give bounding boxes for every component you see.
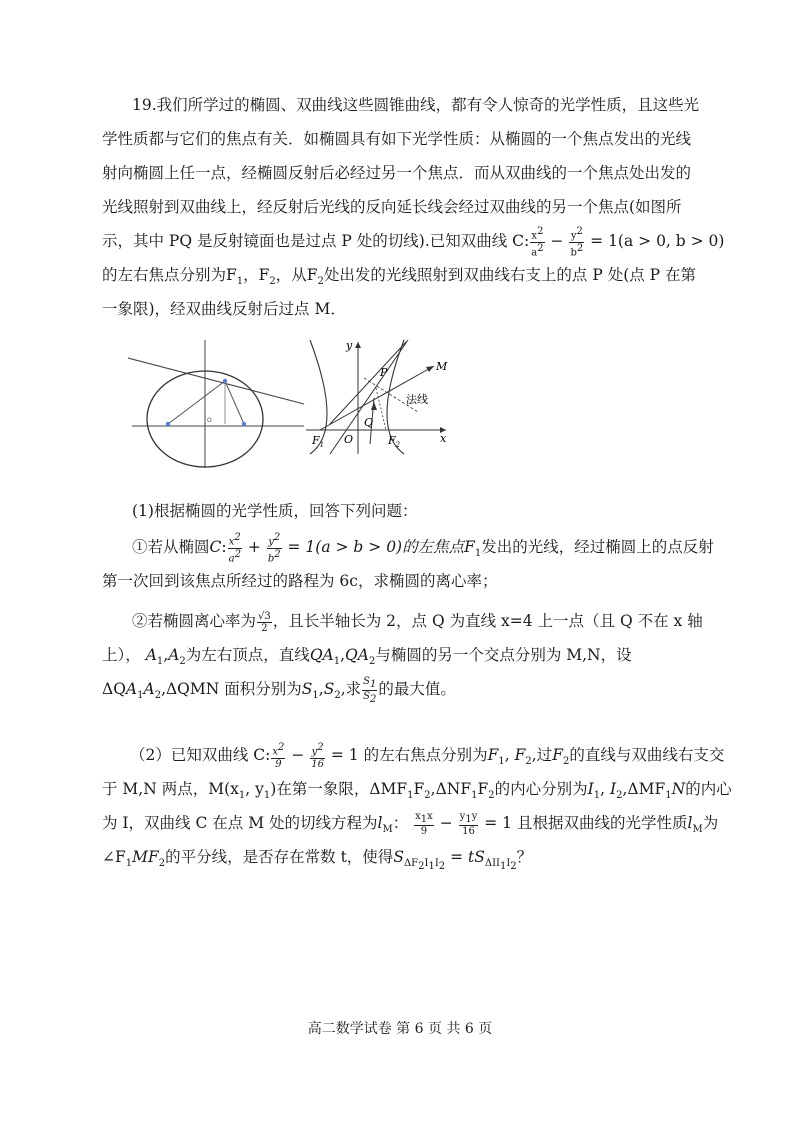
svg-text:法线: 法线 — [406, 393, 428, 406]
problem-19-intro — [102, 88, 725, 326]
part2-line2: 于 M,N 两点，$M(x_1$, $y_1$)在第一象限，$\Delta MF_1F_2,\Delta NF_1F_2$的内心分别为$I_1$, $I_2,\Delta MF_1N$的内心 — [102, 780, 732, 802]
svg-text:Q: Q — [364, 416, 374, 429]
part1-q2-line2: 上）， $A_1,A_2$为左右顶点，直线$QA_1,QA_2$与椭圆的另一个交点分别为 M,N，设 — [102, 646, 632, 668]
svg-text:O: O — [207, 417, 212, 424]
part1-q1-line2: 第一次回到该焦点所经过的路程为 6c，求椭圆的离心率； — [102, 572, 498, 590]
intro-line-1: 19.我们所学过的椭圆、双曲线这些圆锥曲线，都有令人惊奇的光学性质，且这些光 — [132, 96, 700, 114]
ellipse-figure — [128, 336, 306, 470]
tangent-line — [128, 358, 304, 404]
part-2 — [102, 738, 732, 874]
part1-q1-line1: ①若从椭圆C: $\frac{x^2}{a^2}$ + $\frac{y^2}{b^2}$ = 1(a > b > 0)的左焦点$F_1$发出的光线，经过椭圆上的点反射 — [132, 532, 714, 564]
part2-line1: （2）已知双曲线 C: $\frac{x^2}{9}$ − $\frac{y^2}{16}$ = 1 的左右焦点分别为$F_1$, $F_2$,过$F_2$的直线与双曲线右支交 — [130, 742, 725, 770]
intro-line-2: 学性质都与它们的焦点有关．如椭圆具有如下光学性质：从椭圆的一个焦点发出的光线 — [102, 130, 692, 148]
intro-line-5: 示，其中 PQ 是反射镜面也是过点 P 处的切线).已知双曲线 C: $\frac{x^2}{a^2}$ − $\frac{y^2}{b^2}$ = 1(a > 0, b > 0) — [102, 226, 725, 258]
intro-line-6: 的左右焦点分别为$F_1$，$F_2$，从$F_2$处出发的光线照射到双曲线右支上的点 P 处(点 P 在第 — [102, 266, 697, 288]
part1-q2-line1: ②若椭圆离心率为 $\frac{√3}{2}$ ，且长半轴长为 2，点 Q 为直线 x=4 上一点（且 Q 不在 x 轴 — [132, 610, 703, 634]
svg-text:x: x — [440, 432, 447, 445]
tangent-pq — [330, 342, 406, 424]
part2-line4: $\angle F_1MF_2$的平分线，是否存在常数 t，使得$S_{\Delta F_2I_1I_2} = tS_{\Delta II_1I_2}$？ — [102, 848, 533, 873]
focus-left — [166, 422, 170, 426]
ray-f1-p — [168, 381, 225, 424]
svg-text:P: P — [380, 366, 388, 379]
intro-line-3: 射向椭圆上任一点，经椭圆反射后必经过另一个焦点．而从双曲线的一个焦点处出发的 — [102, 164, 692, 182]
focus-right — [242, 422, 246, 426]
svg-text:y: y — [346, 339, 353, 352]
part-1 — [102, 494, 714, 706]
intro-line-4: 光线照射到双曲线上，经反射后光线的反向延长线会经过双曲线的另一个焦点(如图所 — [102, 198, 682, 216]
hyperbola-figure — [300, 336, 460, 456]
page-footer: 高二数学试卷 第 6 页 共 6 页 — [307, 1021, 493, 1037]
svg-text:F2: $F_2$ — [388, 434, 401, 449]
svg-text:M: M — [436, 360, 448, 373]
point-p — [223, 379, 227, 383]
svg-text:O: O — [344, 433, 354, 446]
svg-text:F1: $F_1$ — [312, 434, 325, 449]
part1-heading: (1)根据椭圆的光学性质，回答下列问题： — [132, 502, 418, 520]
part2-line3: 为 I，双曲线 C 在点 M 处的切线方程为$l_M$： $\frac{x_1x}{9}$ − $\frac{y_1y}{16}$ = 1 且根据双曲线的光学性质$l_M$为 — [102, 811, 719, 837]
intro-line-7: 一象限)，经双曲线反射后过点 M． — [102, 300, 346, 318]
asymptote-1 — [330, 340, 408, 454]
part1-q2-line3: $\Delta QA_1A_2,\Delta QMN$ 面积分别为$S_1,S_2$,求 $\frac{S_1}{S_2}$ 的最大值。 — [102, 675, 456, 705]
